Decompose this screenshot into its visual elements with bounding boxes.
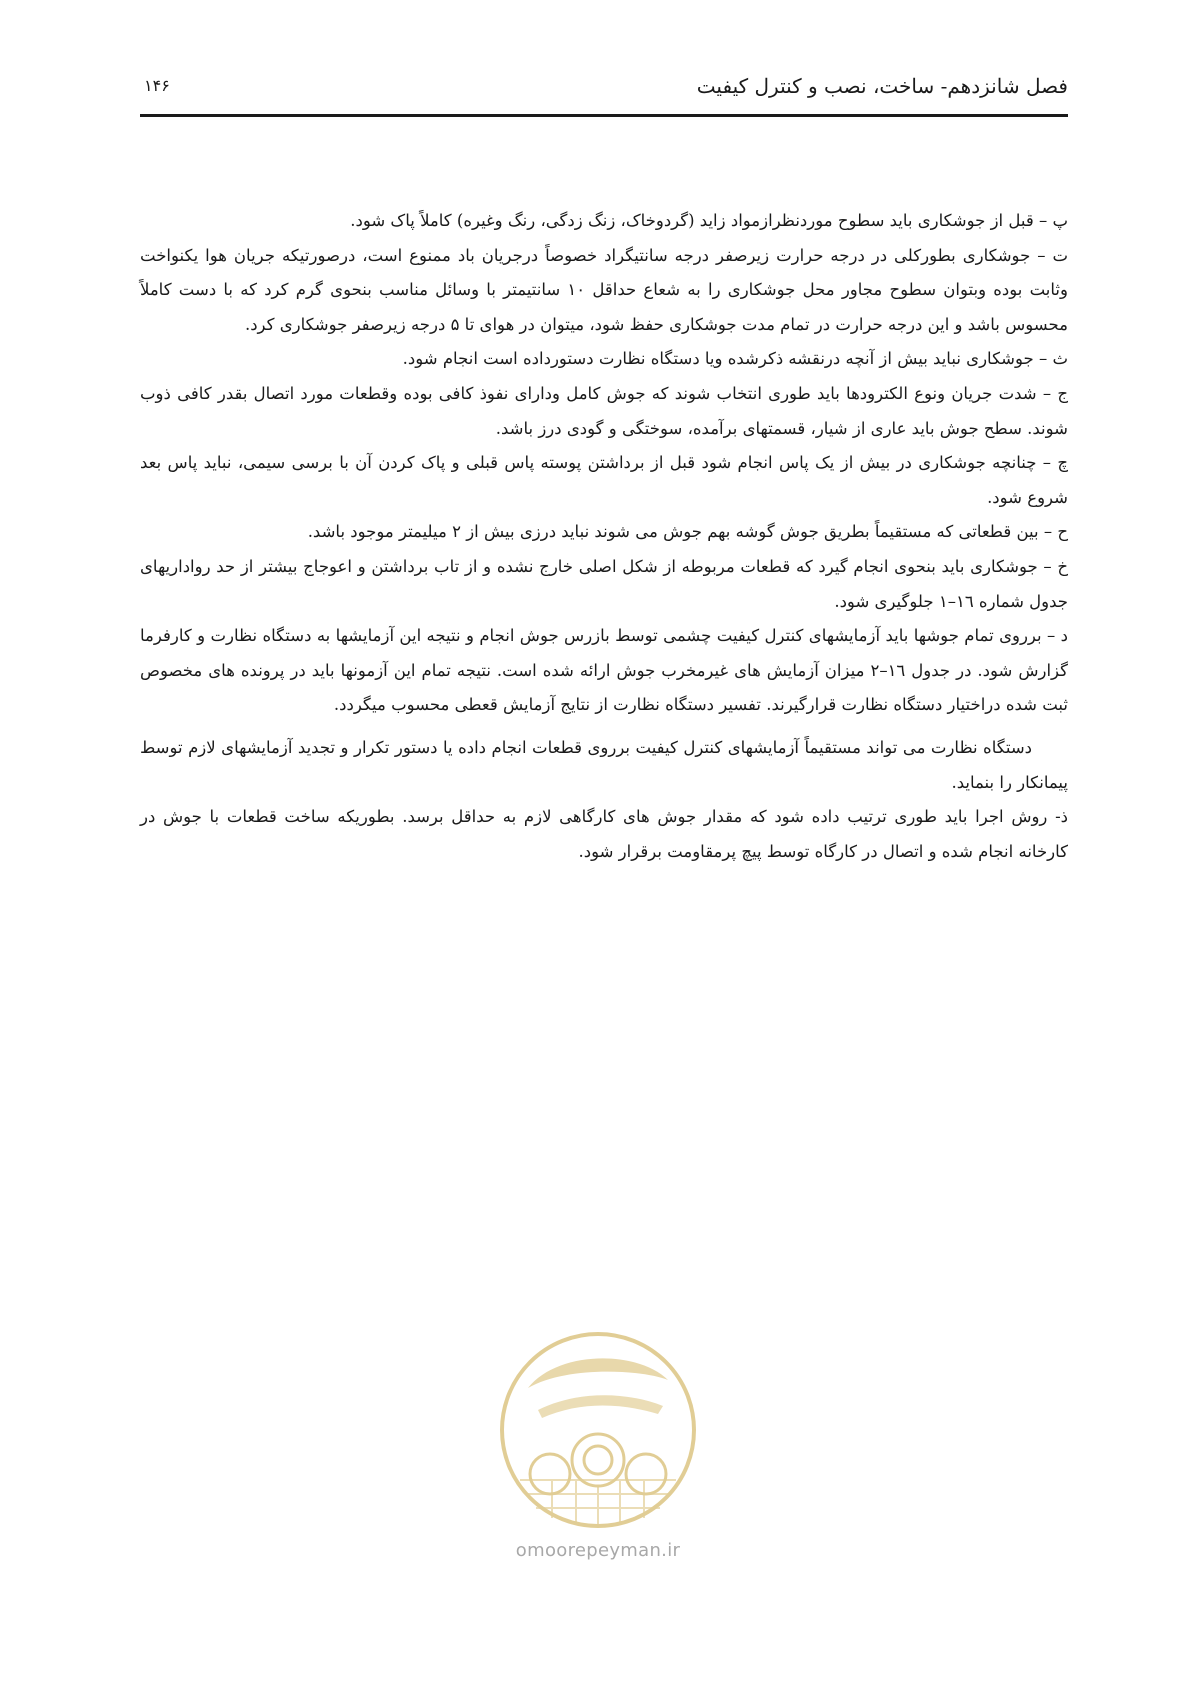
- watermark-logo-icon: [468, 1310, 728, 1540]
- watermark-site: omoorepeyman.ir: [515, 1540, 681, 1561]
- paragraph-h: ح – بین قطعاتی که مستقیماً بطریق جوش گوشه بهم جوش می شوند نباید درزی بیش از ۲ میلیمتر موجود باشد.: [307, 522, 1068, 542]
- paragraph-z: ذ- روش اجرا باید طوری ترتیب داده شود که مقدار جوش های کارگاهی لازم به حداقل برسد. بطوریکه ساخت قطعات با جوش در کارخانه انجام شده و اتصال در کارگاه توسط پیچ پرمقاومت برقرار شود.: [140, 807, 1068, 861]
- paragraph-inspection-note: دستگاه نظارت می تواند مستقیماً آزمایشهای کنترل کیفیت برروی قطعات انجام داده یا دستور تکرار و تجدید آزمایشهای لازم توسط پیمانکار را بنماید.: [140, 737, 1068, 792]
- paragraph-ch: چ – چنانچه جوشکاری در بیش از یک پاس انجام شود قبل از برداشتن پوسته پاس قبلی و پاک کردن آن با برسی سیمی، نباید پاس بعد شروع شود.: [140, 453, 1068, 507]
- body-text: [140, 204, 1068, 869]
- paragraph-d: د – برروی تمام جوشها باید آزمایشهای کنترل کیفیت چشمی توسط بازرس جوش انجام و نتیجه این آزمایشها به دستگاه نظارت و کارفرما گزارش شود. در جدول ١٦–٢ میزان آزمایش های غیرمخرب جوش ارائه شده است. نتیجه تمام این آزمونها باید در پرونده های مخصوص ثبت شده دراختیار دستگاه نظارت قرارگیرند. تفسیر دستگاه نظارت از نتایج آزمایش قعطی محسوب میگردد.: [140, 626, 1068, 715]
- paragraph-j: ج – شدت جریان ونوع الکترودها باید طوری انتخاب شوند که جوش کامل ودارای نفوذ کافی بوده وقطعات مورد اتصال بقدر کافی ذوب شوند. سطح جوش باید عاری از شیار، قسمتهای برآمده، سوختگی و گودی درز باشد.: [140, 383, 1068, 438]
- paragraph-s: ث – جوشکاری نباید بیش از آنچه درنقشه ذکرشده ویا دستگاه نظارت دستورداده است انجام شود.: [402, 349, 1068, 369]
- paragraph-kh: خ – جوشکاری باید بنحوی انجام گیرد که قطعات مربوطه از شکل اصلی خارج نشده و از تاب برداشتن و اعوجاج بیشتر از حد رواداریهای جدول شماره ١٦–١ جلوگیری شود.: [140, 556, 1068, 611]
- page-number: ۱۴۶: [144, 76, 170, 95]
- watermark: [468, 1310, 728, 1590]
- paragraph-t: ت – جوشکاری بطورکلی در درجه حرارت زیرصفر درجه سانتیگراد خصوصاً درجریان باد ممنوع است، درصورتیکه جریان هوا یکنواخت وثابت بوده وبتوان سطوح مجاور محل جوشکاری را به شعاع حداقل ۱۰ سانتیمتر با وسائل مناسب بنحوی گرم کرد که با دست کاملاً محسوس باشد و این درجه حرارت در تمام مدت جوشکاری حفظ شود، میتوان در هوای تا ۵ درجه زیرصفر جوشکاری کرد.: [140, 245, 1068, 334]
- chapter-title: فصل شانزدهم- ساخت، نصب و کنترل کیفیت: [696, 74, 1068, 98]
- paragraph-p: پ – قبل از جوشکاری باید سطوح موردنظرازمواد زاید (گردوخاک، زنگ زدگی، رنگ وغیره) کاملاً پاک شود.: [350, 211, 1068, 230]
- page-header: [140, 70, 1068, 117]
